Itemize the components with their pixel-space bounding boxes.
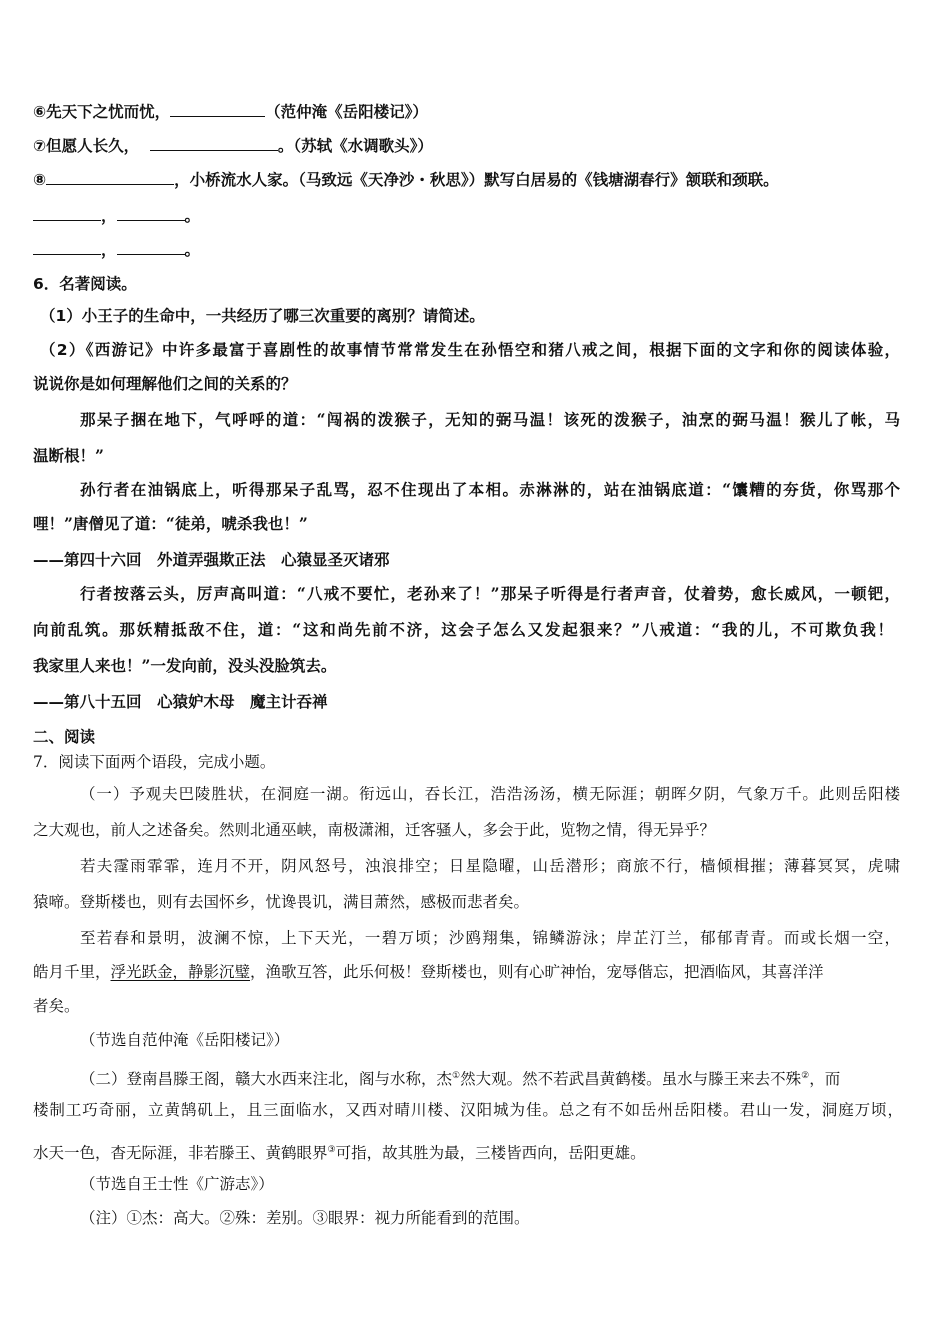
q7-title: 7．阅读下面两个语段，完成小题。	[33, 753, 276, 771]
q6-sub2-line2: 说说你是如何理解他们之间的关系的？	[33, 375, 297, 393]
excerpt1-line1: 那呆子捆在地下，气呼呼的道：“闯祸的泼猴子，无知的弼马温！该死的泼猴子，油烹的弼马温！猴儿了帐，马	[80, 410, 900, 429]
passage1-para2-line1: 若夫霪雨霏霏，连月不开，阴风怒号，浊浪排空；日星隐曜，山岳潜形；商旅不行，樯倾楫摧；薄暮冥冥，虎啸	[80, 857, 900, 875]
text: （二）登南昌滕王阁，赣大水西来注北，阁与水称，杰	[80, 1070, 453, 1089]
text: ，渔歌互答，此乐何极！登斯楼也，则有心旷神怡，宠辱偕忘，把酒临风，其喜洋洋	[250, 963, 824, 981]
end-mark: 。	[184, 241, 201, 259]
passage1-para1-line2: 之大观也，前人之述备矣。然则北通巫峡，南极潇湘，迁客骚人，多会于此，览物之情，得无异乎？	[33, 821, 716, 839]
q6-suffix: （范仲淹《岳阳楼记》）	[265, 103, 428, 121]
passage2-source: （节选自王士性《广游志》）	[80, 1175, 274, 1193]
answer-blank[interactable]	[150, 136, 278, 151]
q6-prefix: ⑥先天下之忧而忧，	[33, 103, 171, 121]
passage2-line3	[33, 1140, 646, 1163]
passage1-para1-line1: （一）予观夫巴陵胜状，在洞庭一湖。衔远山，吞长江，浩浩汤汤，横无际涯；朝晖夕阴，气象万千。此则岳阳楼	[80, 785, 900, 803]
end-mark: 。	[184, 207, 201, 225]
q6-title: 6．名著阅读。	[33, 275, 137, 293]
passage2-line2: 楼制工巧奇丽，立黄鹄矶上，且三面临水，又西对晴川楼、汉阳城为佳。总之有不如岳州岳阳楼。君山一发，洞庭万顷，	[33, 1101, 903, 1119]
blank-line-2	[33, 240, 200, 260]
excerpt2-line1: 孙行者在油锅底上，听得那呆子乱骂，忍不住现出了本相。赤淋淋的，站在油锅底道：“馕糟的夯货，你骂那个	[80, 480, 900, 499]
blank-line-1	[33, 206, 200, 226]
text: 可指，故其胜为最，三楼皆西向，岳阳更雄。	[335, 1144, 646, 1163]
answer-blank[interactable]	[117, 240, 185, 255]
answer-blank[interactable]	[33, 206, 101, 221]
text: 皓月千里，	[33, 963, 111, 981]
passage1-para3-line1: 至若春和景明，波澜不惊，上下天光，一碧万顷；沙鸥翔集，锦鳞游泳；岸芷汀兰，郁郁青青。而或长烟一空，	[80, 929, 900, 947]
excerpt2-line2: 哩！”唐僧见了道：“徒弟，唬杀我也！”	[33, 514, 308, 533]
answer-blank[interactable]	[46, 170, 174, 185]
section-heading-reading: 二、阅读	[33, 728, 96, 746]
footnote-ref: ③	[327, 1145, 336, 1155]
excerpt3-line3: 我家里人来也！”一发向前，没头没脸筑去。	[33, 656, 337, 675]
answer-blank[interactable]	[117, 206, 185, 221]
text: 水天一色，杳无际涯，非若滕王、黄鹤眼界	[33, 1144, 328, 1163]
passage1-para2-line2: 猿啼。登斯楼也，则有去国怀乡，忧谗畏讥，满目萧然，感极而悲者矣。	[33, 893, 530, 911]
fill-in-q6	[33, 102, 428, 122]
excerpt3-line1: 行者按落云头，厉声高叫道：“八戒不要忙，老孙来了！”那呆子听得是行者声音，仗着势，愈长威风，一顿钯，	[80, 584, 900, 603]
underlined-phrase: 浮光跃金，静影沉璧	[110, 963, 251, 981]
passage1-para3-line3: 者矣。	[33, 997, 80, 1015]
passage1-para3-line2	[33, 962, 824, 982]
passage2-line1	[80, 1066, 840, 1089]
footnotes: （注）①杰：高大。②殊：差别。③眼界：视力所能看到的范围。	[80, 1209, 530, 1227]
q7-prefix: ⑦但愿人长久，	[33, 137, 140, 155]
passage1-source: （节选自范仲淹《岳阳楼记》）	[80, 1031, 290, 1049]
fill-in-q8	[33, 170, 779, 190]
footnote-ref: ②	[801, 1071, 810, 1081]
footnote-ref: ①	[452, 1071, 461, 1081]
excerpt1-line2: 温断根！”	[33, 446, 104, 465]
q7-suffix: 。（苏轼《水调歌头》）	[277, 137, 433, 155]
text: 然大观。然不若武昌黄鹤楼。虽水与滕王来去不殊	[460, 1070, 802, 1089]
separator: ，	[101, 207, 117, 225]
excerpt2-source: ——第八十五回 心猿妒木母 魔主计吞禅	[33, 693, 328, 711]
fill-in-q7	[33, 136, 433, 156]
q6-sub1: （1）小王子的生命中，一共经历了哪三次重要的离别？请简述。	[40, 307, 485, 325]
separator: ，	[101, 241, 117, 259]
excerpt3-line2: 向前乱筑。那妖精抵敌不住，道：“这和尚先前不济，这会子怎么又发起狠来？”八戒道：“我的儿，不可欺负我！	[33, 620, 893, 639]
q8-suffix: ，小桥流水人家。（马致远《天净沙・秋思》）默写白居易的《钱塘湖春行》颔联和颈联。	[174, 171, 779, 189]
excerpt1-source: ——第四十六回 外道弄强欺正法 心猿显圣灭诸邪	[33, 551, 390, 569]
answer-blank[interactable]	[170, 102, 265, 117]
q6-sub2-line1: （2）《西游记》中许多最富于喜剧性的故事情节常常发生在孙悟空和猪八戒之间，根据下面的文字和你的阅读体验，	[40, 341, 900, 359]
text: ，而	[809, 1070, 841, 1089]
answer-blank[interactable]	[33, 240, 101, 255]
q8-prefix: ⑧	[33, 171, 47, 189]
